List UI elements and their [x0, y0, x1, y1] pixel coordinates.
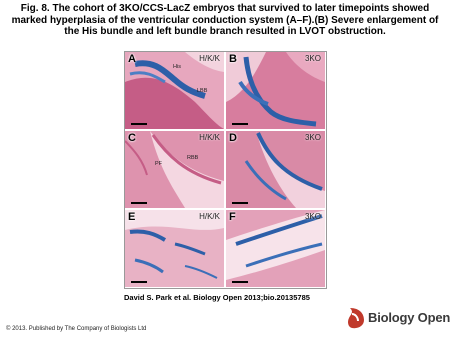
- annotation-his: His: [173, 64, 181, 70]
- panel-a: [125, 52, 224, 129]
- panel-b-genotype: 3KO: [304, 54, 321, 63]
- panel-f-image: [226, 210, 325, 287]
- scale-bar: [131, 202, 147, 204]
- panel-d: [226, 131, 325, 208]
- panel-b-label: B: [229, 53, 237, 65]
- biology-open-logo: [346, 305, 450, 331]
- panel-d-label: D: [229, 132, 237, 144]
- panel-a-genotype: H/K/K: [199, 54, 220, 63]
- scale-bar: [232, 123, 248, 125]
- panel-c-label: C: [128, 132, 136, 144]
- panel-e-image: [125, 210, 224, 287]
- panel-e: [125, 210, 224, 287]
- panel-b: [226, 52, 325, 129]
- panel-f: [226, 210, 325, 287]
- figure-title: Fig. 8. The cohort of 3KO/CCS-LacZ embryos that survived to later timepoints showed marked hyperplasia of the ventricular conduction system (A–F).(B) Severe enlargement of the His bundle and left bundle branch resulted in LVOT obstruction.: [11, 3, 439, 37]
- scale-bar: [131, 123, 147, 125]
- panel-e-label: E: [128, 211, 136, 223]
- annotation-pf: PF: [155, 161, 163, 167]
- panel-f-label: F: [229, 211, 236, 223]
- panel-c-image: [125, 131, 224, 208]
- panel-e-genotype: H/K/K: [199, 212, 220, 221]
- scale-bar: [131, 281, 147, 283]
- histology-figure: [124, 51, 327, 289]
- annotation-rbb: RBB: [187, 155, 199, 161]
- panel-c-genotype: H/K/K: [199, 133, 220, 142]
- logo-text: Biology Open: [368, 310, 450, 325]
- citation: David S. Park et al. Biology Open 2013;bio.20135785: [124, 293, 310, 302]
- scale-bar: [232, 202, 248, 204]
- panel-b-image: [226, 52, 325, 129]
- panel-d-image: [226, 131, 325, 208]
- panel-f-genotype: 3KO: [304, 212, 321, 221]
- panel-c: [125, 131, 224, 208]
- panel-d-genotype: 3KO: [304, 133, 321, 142]
- annotation-lbb: LBB: [197, 88, 208, 94]
- copyright: © 2013. Published by The Company of Biologists Ltd: [6, 326, 147, 332]
- panel-a-label: A: [128, 53, 136, 65]
- scale-bar: [232, 281, 248, 283]
- logo-icon: [346, 306, 366, 330]
